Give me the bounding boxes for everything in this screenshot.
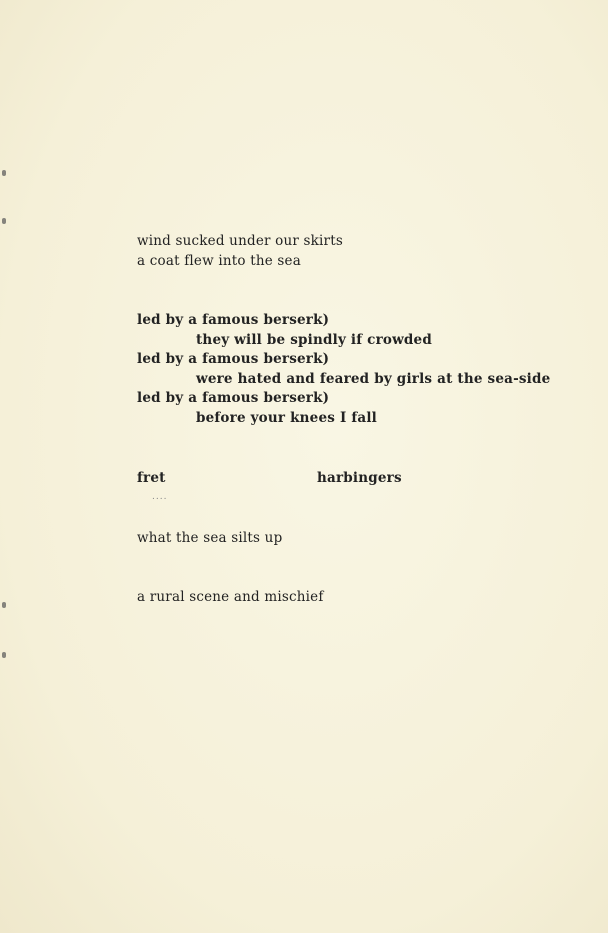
binding-mark (2, 218, 6, 224)
binding-mark (2, 170, 6, 176)
poem-line: led by a famous berserk) (137, 312, 330, 328)
poem-line: what the sea silts up (137, 530, 283, 546)
poem-line-indented: before your knees I fall (196, 410, 377, 426)
poem-line: led by a famous berserk) (137, 390, 330, 406)
poem-line-indented: they will be spindly if crowded (196, 332, 432, 348)
ellipsis-mark: .... (152, 492, 168, 502)
poem-line: a coat flew into the sea (137, 253, 301, 269)
poem-line: led by a famous berserk) (137, 351, 330, 367)
poem-line: wind sucked under our skirts (137, 233, 343, 249)
poem-line-indented: were hated and feared by girls at the sea-side (196, 371, 551, 387)
binding-mark (2, 602, 6, 608)
binding-mark (2, 652, 6, 658)
poem-word: fret (137, 470, 166, 486)
poem-word: harbingers (317, 470, 402, 486)
poem-line: a rural scene and mischief (137, 589, 324, 605)
